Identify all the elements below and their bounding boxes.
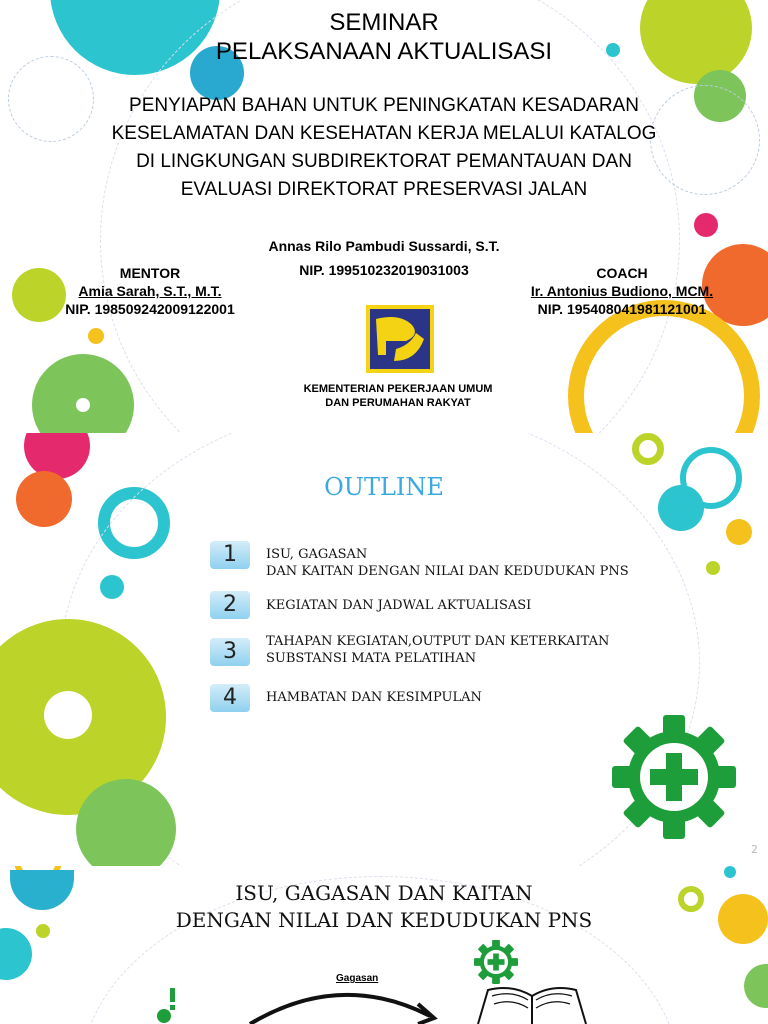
deco-dot-yellow	[726, 519, 752, 545]
outline-item-4: HAMBATAN DAN KESIMPULAN	[266, 690, 482, 705]
participant-nip: NIP. 199510232019031003	[299, 262, 469, 278]
safety-gear-cross-icon	[612, 715, 736, 839]
pupr-logo	[366, 305, 434, 373]
safety-gear-cross-icon	[474, 940, 518, 984]
gagasan-label: Gagasan	[336, 973, 379, 984]
deco-circle-teal-corner	[0, 928, 32, 980]
page-number: 2	[751, 843, 758, 856]
deco-circle-green-right	[744, 964, 768, 1008]
coach-nip: NIP. 195408041981121001	[537, 301, 707, 317]
outline-item-2: KEGIATAN DAN JADWAL AKTUALISASI	[266, 598, 532, 613]
issue-title: ISU, GAGASAN DAN KAITAN DENGAN NILAI DAN KEDUDUKAN PNS	[175, 881, 593, 932]
mentor-block	[40, 264, 260, 318]
coach-name: Ir. Antonius Budiono, MCM.	[530, 283, 714, 299]
deco-dot-white	[76, 398, 90, 412]
outline-item-1: ISU, GAGASAN DAN KAITAN DENGAN NILAI DAN KEDUDUKAN PNS	[266, 547, 629, 579]
coach-block	[506, 264, 738, 318]
outline-number-3: 3	[210, 638, 250, 666]
deco-dot-yellow-left	[88, 328, 104, 344]
outline-number-1: 1	[210, 541, 250, 569]
participant-name: Annas Rilo Pambudi Sussardi, S.T.	[268, 238, 500, 254]
deco-dot-white-center	[44, 691, 92, 739]
ministry-line-2: DAN PERUMAHAN RAKYAT	[325, 397, 471, 409]
outline-number-2: 2	[210, 591, 250, 619]
seminar-subtitle	[0, 92, 768, 204]
subtitle-line: EVALUASI DIREKTORAT PRESERVASI JALAN	[180, 179, 588, 200]
curved-arrow-icon	[240, 976, 450, 1024]
ministry-name	[260, 382, 536, 410]
warning-person-icon	[152, 986, 192, 1024]
issue-slide	[0, 866, 768, 1024]
deco-circle-green-left	[32, 354, 134, 433]
title-line-1: SEMINAR	[329, 9, 439, 36]
title-slide	[0, 0, 768, 433]
outline-title: OUTLINE	[324, 473, 444, 501]
outline-item-3: TAHAPAN KEGIATAN,OUTPUT DAN KETERKAITAN SUBSTANSI MATA PELATIHAN	[266, 634, 610, 666]
deco-ring-lime-small	[632, 433, 664, 465]
ministry-line-1: KEMENTERIAN PEKERJAAN UMUM	[303, 383, 493, 395]
deco-dot-teal-right	[724, 866, 736, 878]
mentor-role: MENTOR	[119, 265, 181, 281]
mentor-nip: NIP. 198509242009122001	[65, 301, 235, 317]
seminar-title	[0, 8, 768, 66]
deco-dot-magenta	[694, 213, 718, 237]
outline-number-4: 4	[210, 684, 250, 712]
coach-role: COACH	[596, 265, 648, 281]
title-line-2: PELAKSANAAN AKTUALISASI	[215, 38, 553, 65]
outline-slide	[0, 433, 768, 866]
subtitle-line: KESELAMATAN DAN KESEHATAN KERJA MELALUI KATALOG	[111, 123, 657, 144]
subtitle-line: PENYIAPAN BAHAN UNTUK PENINGKATAN KESADARAN	[129, 95, 639, 116]
open-book-icon	[472, 982, 592, 1024]
deco-dot-lime	[706, 561, 720, 575]
mentor-name: Amia Sarah, S.T., M.T.	[78, 283, 222, 299]
subtitle-line: DI LINGKUNGAN SUBDIREKTORAT PEMANTAUAN DAN	[136, 151, 632, 172]
